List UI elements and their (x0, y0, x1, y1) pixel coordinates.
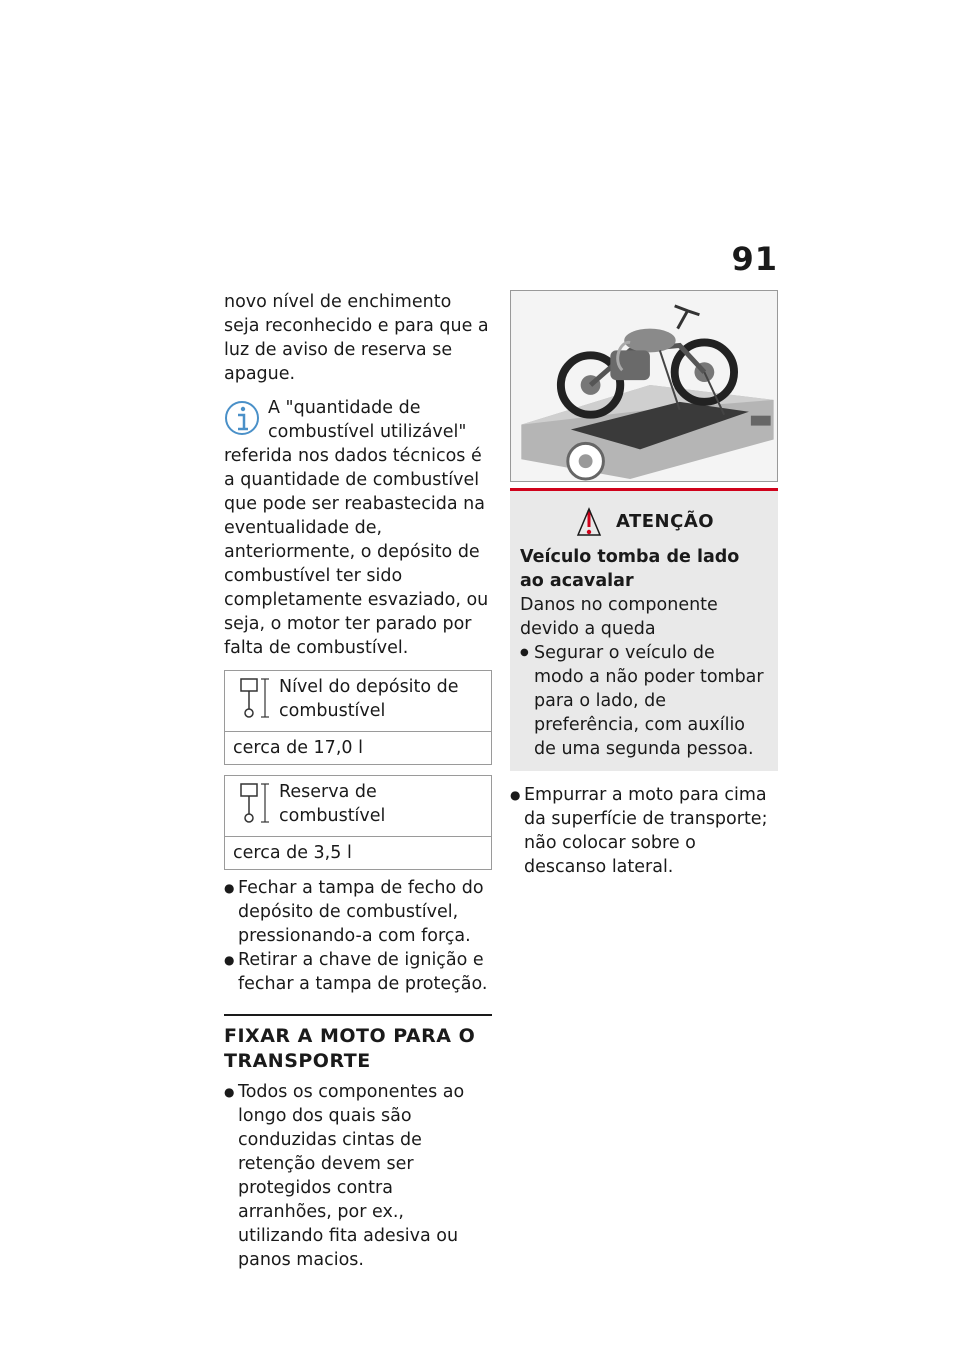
list-item: ● Segurar o veículo de modo a não poder tombar para o lado, de preferência, com auxílio de uma segunda pessoa. (520, 641, 768, 761)
warning-text: Danos no componente devido a queda (520, 595, 718, 639)
spec-label-cell (225, 671, 492, 732)
spec-label: Reserva de combustível (279, 782, 386, 826)
right-steps-list (510, 783, 778, 879)
right-column (510, 290, 778, 879)
list-item: ● Fechar a tampa de fecho do depósito de combustível, pressionando-a com força. (224, 876, 492, 948)
spec-value: cerca de 3,5 l (225, 837, 492, 870)
section-steps-list (224, 1080, 492, 1272)
section-title: FIXAR A MOTO PARA O TRANSPORTE (224, 1025, 476, 1072)
spec-value: cerca de 17,0 l (225, 732, 492, 765)
page-number: 91 (731, 240, 778, 278)
spec-table-tank-capacity (224, 670, 492, 765)
fuel-tank-icon (233, 675, 273, 723)
spec-label-cell (225, 776, 492, 837)
list-item: ● Retirar a chave de ignição e fechar a tampa de proteção. (224, 948, 492, 996)
info-icon (224, 398, 260, 438)
warning-icon (574, 507, 604, 537)
warning-header (520, 507, 768, 537)
intro-paragraph: novo nível de enchimento seja reconhecido e para que a luz de aviso de reserva se apague. (224, 292, 489, 384)
fuel-tank-icon (233, 780, 273, 828)
info-note-text: A "quantidade de combustível utilizável" referida nos dados técnicos é a quantidade de combustível que pode ser reabastecida na eventualidade de, anteriormente, o depósito de combustível ter sido completamente esvaziado, ou seja, o motor ter parado por falta de combustível. (224, 398, 489, 658)
list-item: ● Todos os componentes ao longo dos quais são conduzidas cintas de retenção devem ser protegidos contra arranhões, por ex., utilizando fita adesiva ou panos macios. (224, 1080, 492, 1272)
spec-table-fuel-reserve (224, 775, 492, 870)
list-item: ● Empurrar a moto para cima da superfície de transporte; não colocar sobre o descanso lateral. (510, 783, 778, 879)
left-column (224, 290, 492, 1272)
spec-label: Nível do depósito de combustível (279, 677, 459, 721)
info-note (224, 396, 492, 660)
section-divider (224, 1014, 492, 1016)
warning-steps-list (520, 641, 768, 761)
warning-title: ATENÇÃO (615, 511, 715, 532)
steps-list (224, 876, 492, 996)
warning-subtitle: Veículo tomba de lado ao acavalar (520, 547, 740, 591)
motorcycle-on-trailer-image (510, 290, 778, 482)
warning-box (510, 491, 778, 771)
